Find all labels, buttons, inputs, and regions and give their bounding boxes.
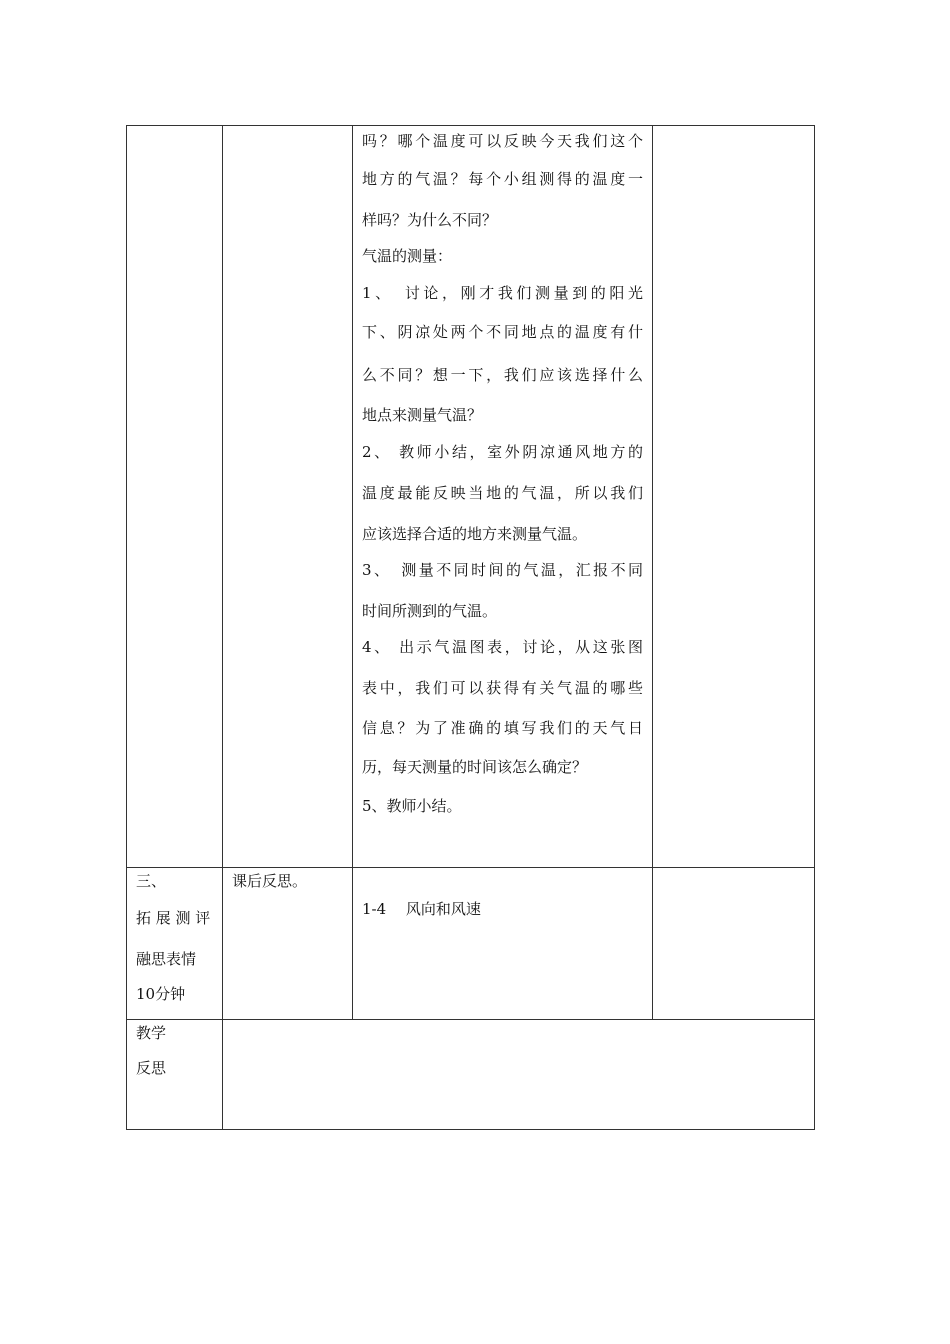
column-divider-3	[652, 125, 653, 1020]
reflection-label-line: 教学	[136, 1024, 167, 1042]
table-border-bottom	[126, 1129, 815, 1130]
stage-line: 10分钟	[136, 985, 186, 1003]
content-line: 5、教师小结。	[362, 797, 462, 815]
content-line: 2、 教师小结，室外阴凉通风地方的	[362, 443, 643, 461]
content-line: 3、 测量不同时间的气温，汇报不同	[362, 561, 643, 579]
table-border-right	[814, 125, 815, 1130]
content-line: 下、阴凉处两个不同地点的温度有什	[362, 323, 643, 341]
row-divider-1	[126, 867, 815, 868]
content-line: 4、 出示气温图表，讨论，从这张图	[362, 638, 643, 656]
content-line: 1、 讨论，刚才我们测量到的阳光	[362, 284, 643, 302]
stage-line: 三、	[136, 872, 167, 890]
column-divider-1	[222, 125, 223, 1130]
content-line: 样吗？为什么不同？	[362, 211, 498, 229]
content-line: 应该选择合适的地方来测量气温。	[362, 525, 588, 543]
row2-activity-text: 课后反思。	[232, 872, 308, 890]
content-line: 么不同？想一下，我们应该选择什么	[362, 366, 643, 384]
reflection-label-line: 反思	[136, 1059, 167, 1077]
stage-line: 拓 展 测 评	[136, 909, 211, 927]
content-line: 表中，我们可以获得有关气温的哪些	[362, 679, 643, 697]
table-border-top	[126, 125, 815, 126]
table-border-left	[126, 125, 127, 1130]
row2-content-text: 1-4 风向和风速	[362, 900, 481, 918]
content-line: 吗？哪个温度可以反映今天我们这个	[362, 132, 643, 150]
stage-line: 融思表情	[136, 950, 197, 968]
content-line: 地点来测量气温？	[362, 406, 483, 424]
content-line: 信息？为了准确的填写我们的天气日	[362, 719, 643, 737]
content-line: 地方的气温？每个小组测得的温度一	[362, 170, 643, 188]
row-divider-2	[126, 1019, 815, 1020]
column-divider-2	[352, 125, 353, 1020]
content-line: 历，每天测量的时间该怎么确定？	[362, 758, 588, 776]
content-line: 温度最能反映当地的气温，所以我们	[362, 484, 643, 502]
content-line: 时间所测到的气温。	[362, 602, 498, 620]
content-line: 气温的测量：	[362, 247, 453, 265]
